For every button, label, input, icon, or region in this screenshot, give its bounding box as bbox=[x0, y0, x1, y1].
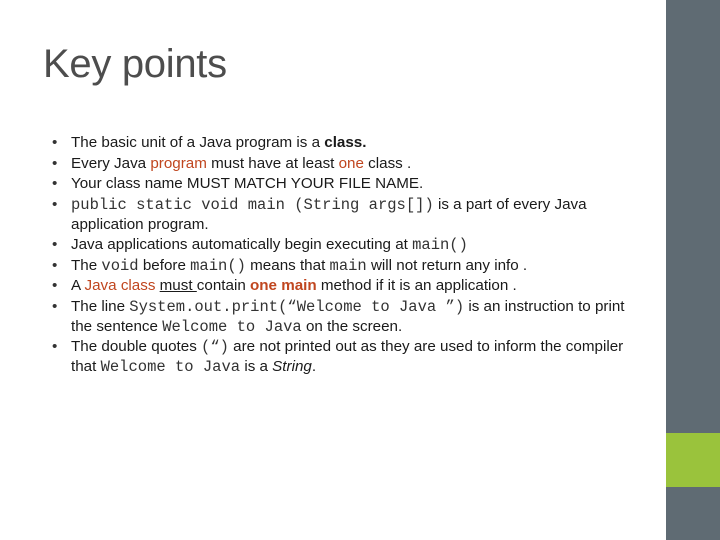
bullet-text: The double quotes bbox=[71, 338, 202, 355]
bullet-emphasis: class. bbox=[324, 134, 367, 151]
bullet-text: on the screen. bbox=[301, 317, 403, 335]
bullet-text: The bbox=[71, 256, 102, 274]
bullet-code: Welcome to Java bbox=[100, 358, 241, 376]
bullet-code: void bbox=[101, 256, 139, 275]
bullet-highlight: one bbox=[338, 154, 364, 172]
bullet-item bbox=[52, 154, 637, 174]
bullet-item bbox=[52, 133, 637, 153]
bullet-code: main() bbox=[412, 236, 468, 254]
bullet-text: A bbox=[71, 277, 85, 294]
sidebar-bar-bottom bbox=[666, 487, 720, 540]
bullet-item bbox=[52, 256, 637, 276]
bullet-highlight: one main bbox=[250, 277, 317, 294]
bullet-text: Java applications automatically begin executing at bbox=[71, 236, 413, 253]
bullet-item bbox=[52, 297, 637, 337]
bullet-text: Your class name MUST MATCH YOUR FILE NAME. bbox=[71, 175, 424, 192]
sidebar-accent-block bbox=[666, 433, 720, 487]
bullet-code: main bbox=[329, 256, 367, 275]
bullet-code: main() bbox=[190, 256, 246, 275]
bullet-text: Every Java bbox=[71, 154, 151, 172]
sidebar-bar bbox=[666, 0, 720, 433]
bullet-item bbox=[52, 337, 637, 377]
bullet-text: is an instruction to print the sentence bbox=[71, 297, 625, 335]
bullet-code: (“) bbox=[201, 338, 229, 356]
bullet-text: means that bbox=[245, 256, 330, 274]
bullet-item bbox=[52, 235, 637, 255]
bullet-highlight: Java class bbox=[84, 277, 156, 294]
bullet-text: The line bbox=[71, 297, 130, 315]
bullet-item bbox=[52, 276, 637, 296]
slide-title: Key points bbox=[43, 42, 227, 86]
bullet-item bbox=[52, 195, 637, 235]
bullet-text: is a part of every Java application program. bbox=[71, 195, 587, 233]
bullet-text: before bbox=[138, 256, 191, 274]
bullet-text: method if it is an application . bbox=[316, 277, 517, 294]
bullet-text: must have at least bbox=[206, 154, 339, 172]
bullet-item bbox=[52, 174, 637, 194]
bullet-code: Welcome to Java bbox=[162, 317, 302, 336]
bullet-text: class . bbox=[363, 154, 412, 172]
bullet-emphasis: String bbox=[272, 358, 312, 375]
bullet-text: will not return any info . bbox=[366, 256, 528, 274]
bullet-text: are not printed out as they are used to inform the compiler that bbox=[71, 338, 624, 375]
bullet-highlight: program bbox=[150, 154, 207, 172]
bullet-text: The basic unit of a Java program is a bbox=[71, 134, 325, 151]
bullet-code: public static void main (String args[]) bbox=[71, 195, 434, 214]
bullet-text: contain bbox=[196, 277, 250, 294]
bullet-text: . bbox=[311, 358, 317, 375]
bullet-text: is a bbox=[240, 358, 273, 375]
bullet-code: System.out.print(“Welcome to Java ”) bbox=[129, 297, 465, 316]
bullet-list bbox=[52, 133, 637, 378]
bullet-underline: must bbox=[159, 277, 197, 294]
